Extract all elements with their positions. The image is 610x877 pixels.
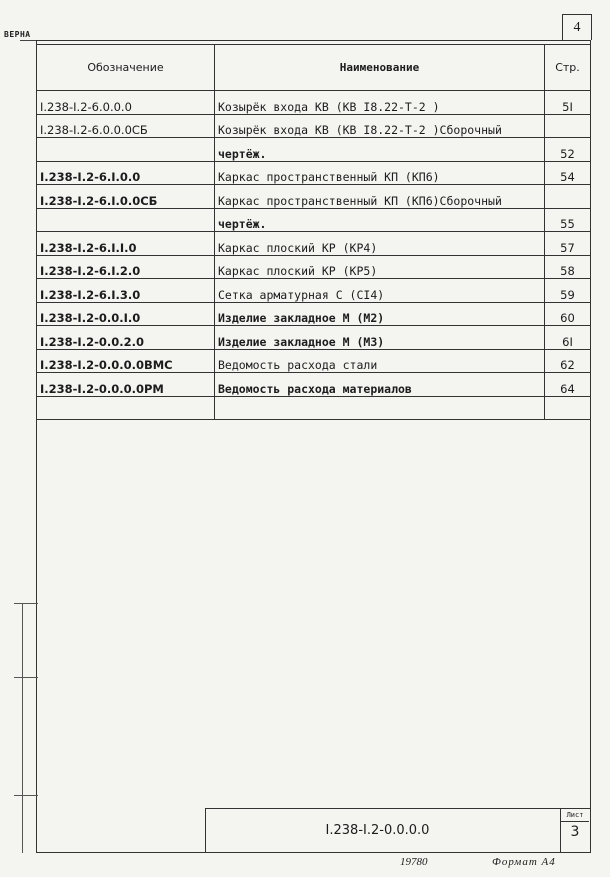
table-row — [37, 161, 591, 185]
row-code: I.238-I.2-0.0.0.0РМ — [37, 373, 215, 397]
row-name: Сетка арматурная С (СI4) — [215, 279, 545, 303]
table-row — [37, 255, 591, 279]
row-code: I.238-I.2-6.I.3.0 — [37, 279, 215, 303]
page-number-box — [562, 14, 592, 40]
table-row — [37, 396, 591, 420]
row-name: Изделие закладное М (М2) — [215, 302, 545, 326]
table-row — [37, 326, 591, 350]
table-row — [37, 91, 591, 115]
archive-number: 19780 — [400, 856, 428, 868]
row-code: I.238-I.2-6.I.0.0 — [37, 161, 215, 185]
table-row — [37, 114, 591, 138]
row-name: Каркас плоский КР (КР5) — [215, 255, 545, 279]
row-page — [545, 185, 591, 209]
row-page: 55 — [545, 208, 591, 232]
row-name: Козырёк входа КВ (КВ I8.22-Т-2 ) — [215, 91, 545, 115]
row-code — [37, 208, 215, 232]
row-code: I.238-I.2-6.0.0.0 — [37, 91, 215, 115]
copy-stamp — [4, 30, 31, 39]
header-designation: Обозначение — [37, 45, 215, 91]
row-name: Каркас пространственный КП (КП6)Сборочный — [215, 185, 545, 209]
row-name: Козырёк входа КВ (КВ I8.22-Т-2 )Сборочный — [215, 114, 545, 138]
sheet-number: 3 — [570, 824, 580, 840]
specification-table — [36, 44, 591, 420]
row-name: Изделие закладное М (М3) — [215, 326, 545, 350]
binder-line — [22, 603, 23, 853]
row-page: 58 — [545, 255, 591, 279]
row-name: чертёж. — [215, 208, 545, 232]
row-page: 5I — [545, 91, 591, 115]
table-row — [37, 302, 591, 326]
binder-mark — [14, 795, 38, 796]
page-number: 4 — [573, 20, 581, 35]
row-code: I.238-I.2-6.0.0.0СБ — [37, 114, 215, 138]
row-code: I.238-I.2-6.I.0.0СБ — [37, 185, 215, 209]
row-name: Ведомость расхода материалов — [215, 373, 545, 397]
row-page: 64 — [545, 373, 591, 397]
row-name: Каркас плоский КР (КР4) — [215, 232, 545, 256]
row-code — [37, 138, 215, 162]
row-page: 62 — [545, 349, 591, 373]
binder-mark — [14, 677, 38, 678]
row-page: 60 — [545, 302, 591, 326]
table-row — [37, 373, 591, 397]
row-code: I.238-I.2-6.I.I.0 — [37, 232, 215, 256]
stamp-text: ВЕРНА — [4, 30, 31, 39]
row-page: 6I — [545, 326, 591, 350]
table-row — [37, 279, 591, 303]
row-code: I.238-I.2-0.0.0.0ВМС — [37, 349, 215, 373]
table-row — [37, 185, 591, 209]
sheet-label: Лист — [561, 809, 589, 822]
row-page: 59 — [545, 279, 591, 303]
row-name: Каркас пространственный КП (КП6) — [215, 161, 545, 185]
row-name — [215, 396, 545, 420]
row-page: 57 — [545, 232, 591, 256]
header-name: Наименование — [215, 45, 545, 91]
header-page: Стр. — [545, 45, 591, 91]
row-page — [545, 114, 591, 138]
table-header-row — [37, 45, 591, 91]
table-row — [37, 208, 591, 232]
format-label: Формат А4 — [492, 856, 556, 868]
table-row — [37, 232, 591, 256]
row-name: чертёж. — [215, 138, 545, 162]
row-code — [37, 396, 215, 420]
row-name: Ведомость расхода стали — [215, 349, 545, 373]
row-page — [545, 396, 591, 420]
row-page: 54 — [545, 161, 591, 185]
row-code: I.238-I.2-6.I.2.0 — [37, 255, 215, 279]
binder-mark — [14, 603, 38, 604]
table-row — [37, 138, 591, 162]
table-row — [37, 349, 591, 373]
row-page: 52 — [545, 138, 591, 162]
row-code: I.238-I.2-0.0.2.0 — [37, 326, 215, 350]
row-code: I.238-I.2-0.0.I.0 — [37, 302, 215, 326]
document-code: I.238-I.2-0.0.0.0 — [325, 823, 430, 838]
